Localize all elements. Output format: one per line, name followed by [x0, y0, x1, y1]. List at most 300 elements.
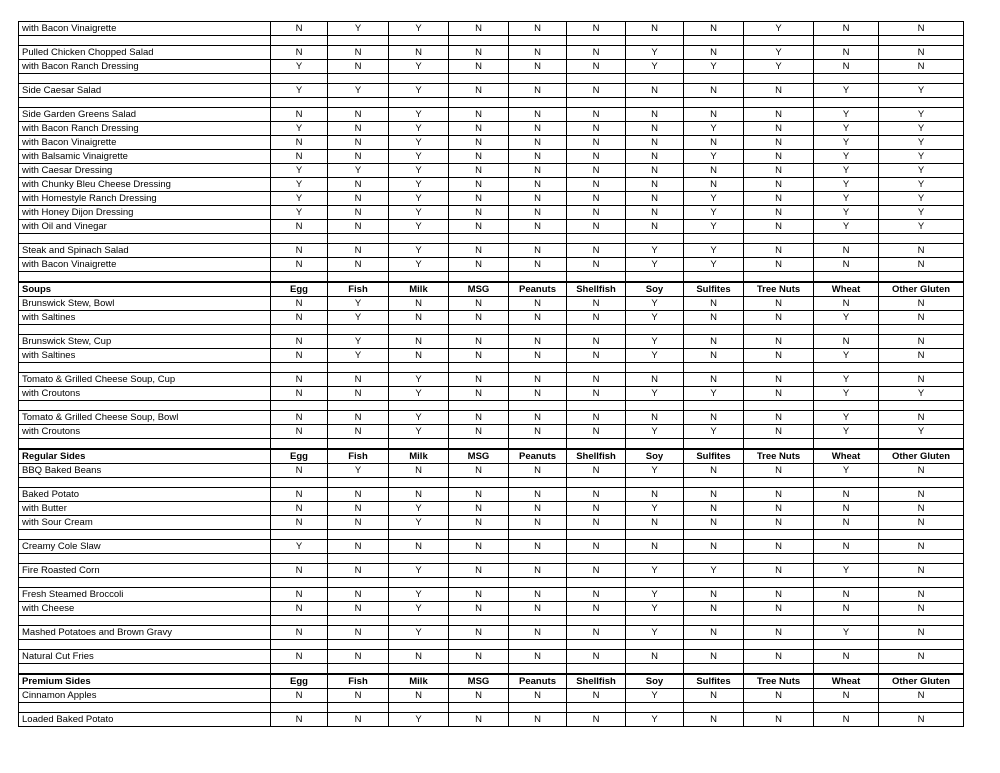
- item-name-cell: Natural Cut Fries: [19, 650, 271, 664]
- spacer-cell: [328, 554, 389, 564]
- allergen-value-cell: N: [626, 516, 684, 530]
- spacer-cell: [814, 36, 879, 46]
- allergen-value-cell: N: [328, 150, 389, 164]
- allergen-value-cell: N: [626, 150, 684, 164]
- spacer-cell: [626, 703, 684, 713]
- allergen-value-cell: Y: [814, 164, 879, 178]
- allergen-value-cell: N: [567, 84, 626, 98]
- allergen-value-cell: N: [626, 136, 684, 150]
- spacer-cell: [19, 478, 271, 488]
- allergen-value-cell: Y: [814, 373, 879, 387]
- item-row: [19, 220, 964, 234]
- item-row: [19, 84, 964, 98]
- spacer-row: [19, 36, 964, 46]
- column-header-cell: Shellfish: [567, 282, 626, 297]
- allergen-value-cell: N: [684, 602, 744, 616]
- allergen-value-cell: N: [567, 192, 626, 206]
- allergen-value-cell: Y: [879, 150, 964, 164]
- allergen-value-cell: N: [449, 588, 509, 602]
- allergen-value-cell: N: [328, 60, 389, 74]
- spacer-cell: [389, 439, 449, 450]
- allergen-value-cell: N: [879, 244, 964, 258]
- item-name-cell: Side Garden Greens Salad: [19, 108, 271, 122]
- spacer-cell: [814, 664, 879, 675]
- allergen-value-cell: N: [744, 258, 814, 272]
- allergen-value-cell: N: [449, 464, 509, 478]
- allergen-value-cell: N: [449, 108, 509, 122]
- allergen-value-cell: Y: [626, 46, 684, 60]
- item-row: [19, 488, 964, 502]
- item-row: [19, 713, 964, 727]
- item-name-cell: with Sour Cream: [19, 516, 271, 530]
- allergen-value-cell: N: [328, 258, 389, 272]
- allergen-value-cell: N: [567, 108, 626, 122]
- allergen-value-cell: Y: [814, 311, 879, 325]
- allergen-value-cell: N: [626, 108, 684, 122]
- allergen-value-cell: N: [271, 108, 328, 122]
- allergen-value-cell: Y: [814, 192, 879, 206]
- item-name-cell: with Croutons: [19, 425, 271, 439]
- item-row: [19, 464, 964, 478]
- spacer-cell: [271, 363, 328, 373]
- item-name-cell: with Chunky Bleu Cheese Dressing: [19, 178, 271, 192]
- spacer-cell: [509, 703, 567, 713]
- allergen-value-cell: N: [271, 220, 328, 234]
- allergen-value-cell: N: [567, 650, 626, 664]
- item-name-cell: with Bacon Vinaigrette: [19, 258, 271, 272]
- allergen-value-cell: N: [879, 411, 964, 425]
- allergen-value-cell: Y: [389, 564, 449, 578]
- column-header-cell: Peanuts: [509, 674, 567, 689]
- allergen-value-cell: N: [567, 540, 626, 554]
- allergen-value-cell: N: [271, 689, 328, 703]
- allergen-value-cell: N: [879, 22, 964, 36]
- column-header-cell: MSG: [449, 449, 509, 464]
- allergen-value-cell: N: [814, 540, 879, 554]
- allergen-value-cell: N: [684, 311, 744, 325]
- item-name-cell: with Saltines: [19, 311, 271, 325]
- allergen-value-cell: N: [567, 335, 626, 349]
- allergen-value-cell: N: [328, 626, 389, 640]
- allergen-value-cell: N: [684, 650, 744, 664]
- spacer-cell: [626, 234, 684, 244]
- spacer-cell: [449, 234, 509, 244]
- item-row: [19, 150, 964, 164]
- allergen-value-cell: Y: [684, 150, 744, 164]
- spacer-cell: [814, 578, 879, 588]
- allergen-value-cell: N: [626, 164, 684, 178]
- allergen-value-cell: N: [626, 650, 684, 664]
- allergen-value-cell: Y: [626, 297, 684, 311]
- column-header-cell: Wheat: [814, 449, 879, 464]
- allergen-value-cell: Y: [814, 150, 879, 164]
- spacer-row: [19, 616, 964, 626]
- column-header-cell: Shellfish: [567, 449, 626, 464]
- allergen-value-cell: N: [684, 297, 744, 311]
- allergen-value-cell: N: [509, 122, 567, 136]
- spacer-cell: [389, 325, 449, 335]
- spacer-cell: [449, 664, 509, 675]
- spacer-cell: [567, 36, 626, 46]
- allergen-value-cell: N: [567, 136, 626, 150]
- spacer-row: [19, 530, 964, 540]
- allergen-value-cell: N: [814, 650, 879, 664]
- allergen-value-cell: Y: [389, 22, 449, 36]
- spacer-cell: [271, 703, 328, 713]
- allergen-value-cell: N: [879, 516, 964, 530]
- allergen-value-cell: N: [879, 335, 964, 349]
- allergen-value-cell: N: [328, 244, 389, 258]
- allergen-value-cell: N: [626, 220, 684, 234]
- allergen-value-cell: N: [509, 136, 567, 150]
- spacer-cell: [814, 272, 879, 283]
- spacer-cell: [389, 74, 449, 84]
- spacer-row: [19, 325, 964, 335]
- allergen-value-cell: N: [509, 164, 567, 178]
- allergen-value-cell: Y: [389, 244, 449, 258]
- allergen-value-cell: N: [449, 349, 509, 363]
- allergen-value-cell: N: [567, 164, 626, 178]
- spacer-cell: [814, 74, 879, 84]
- allergen-value-cell: N: [744, 540, 814, 554]
- allergen-value-cell: N: [271, 150, 328, 164]
- spacer-cell: [567, 640, 626, 650]
- spacer-cell: [449, 272, 509, 283]
- item-name-cell: with Balsamic Vinaigrette: [19, 150, 271, 164]
- spacer-cell: [744, 554, 814, 564]
- spacer-cell: [19, 272, 271, 283]
- allergen-value-cell: N: [328, 502, 389, 516]
- spacer-cell: [271, 530, 328, 540]
- allergen-value-cell: N: [744, 488, 814, 502]
- allergen-value-cell: Y: [328, 84, 389, 98]
- column-header-cell: Fish: [328, 449, 389, 464]
- item-row: [19, 650, 964, 664]
- allergen-value-cell: N: [509, 220, 567, 234]
- allergen-value-cell: Y: [684, 564, 744, 578]
- item-row: [19, 564, 964, 578]
- allergen-value-cell: Y: [684, 122, 744, 136]
- item-name-cell: Cinnamon Apples: [19, 689, 271, 703]
- item-name-cell: with Cheese: [19, 602, 271, 616]
- allergen-value-cell: N: [509, 626, 567, 640]
- allergen-value-cell: N: [567, 60, 626, 74]
- allergen-value-cell: Y: [389, 588, 449, 602]
- spacer-cell: [449, 98, 509, 108]
- allergen-value-cell: N: [567, 150, 626, 164]
- allergen-value-cell: Y: [389, 84, 449, 98]
- item-name-cell: Loaded Baked Potato: [19, 713, 271, 727]
- spacer-cell: [684, 578, 744, 588]
- spacer-cell: [879, 478, 964, 488]
- allergen-value-cell: N: [567, 626, 626, 640]
- allergen-value-cell: N: [814, 46, 879, 60]
- allergen-value-cell: N: [449, 425, 509, 439]
- allergen-value-cell: N: [271, 626, 328, 640]
- allergen-value-cell: N: [449, 650, 509, 664]
- spacer-cell: [328, 439, 389, 450]
- allergen-value-cell: N: [328, 540, 389, 554]
- spacer-row: [19, 554, 964, 564]
- allergen-value-cell: N: [744, 311, 814, 325]
- spacer-cell: [328, 640, 389, 650]
- allergen-value-cell: Y: [814, 206, 879, 220]
- item-name-cell: with Croutons: [19, 387, 271, 401]
- spacer-cell: [567, 530, 626, 540]
- spacer-cell: [19, 439, 271, 450]
- spacer-cell: [626, 272, 684, 283]
- spacer-cell: [626, 439, 684, 450]
- column-header-cell: Wheat: [814, 674, 879, 689]
- allergen-value-cell: N: [328, 206, 389, 220]
- allergen-value-cell: N: [684, 516, 744, 530]
- spacer-cell: [389, 616, 449, 626]
- spacer-cell: [328, 664, 389, 675]
- allergen-value-cell: N: [509, 564, 567, 578]
- spacer-cell: [271, 234, 328, 244]
- allergen-value-cell: N: [567, 297, 626, 311]
- allergen-value-cell: N: [744, 602, 814, 616]
- allergen-value-cell: Y: [389, 411, 449, 425]
- spacer-cell: [449, 530, 509, 540]
- allergen-value-cell: N: [449, 488, 509, 502]
- allergen-value-cell: N: [567, 220, 626, 234]
- spacer-cell: [449, 439, 509, 450]
- spacer-cell: [271, 401, 328, 411]
- item-name-cell: with Bacon Ranch Dressing: [19, 122, 271, 136]
- column-header-cell: Sulfites: [684, 449, 744, 464]
- allergen-value-cell: Y: [328, 311, 389, 325]
- item-name-cell: with Butter: [19, 502, 271, 516]
- item-row: [19, 335, 964, 349]
- allergen-value-cell: Y: [814, 626, 879, 640]
- allergen-value-cell: N: [879, 60, 964, 74]
- spacer-cell: [567, 664, 626, 675]
- allergen-value-cell: Y: [626, 258, 684, 272]
- allergen-value-cell: Y: [389, 60, 449, 74]
- item-row: [19, 297, 964, 311]
- allergen-value-cell: N: [814, 244, 879, 258]
- spacer-cell: [271, 325, 328, 335]
- allergen-value-cell: Y: [389, 192, 449, 206]
- allergen-value-cell: Y: [814, 425, 879, 439]
- allergen-value-cell: N: [879, 689, 964, 703]
- spacer-cell: [684, 554, 744, 564]
- spacer-cell: [509, 640, 567, 650]
- spacer-cell: [744, 578, 814, 588]
- spacer-cell: [567, 439, 626, 450]
- spacer-cell: [389, 554, 449, 564]
- spacer-cell: [567, 478, 626, 488]
- item-row: [19, 192, 964, 206]
- allergen-value-cell: N: [879, 588, 964, 602]
- allergen-value-cell: Y: [626, 335, 684, 349]
- allergen-value-cell: N: [509, 206, 567, 220]
- allergen-value-cell: Y: [744, 60, 814, 74]
- spacer-cell: [449, 36, 509, 46]
- spacer-row: [19, 703, 964, 713]
- allergen-value-cell: N: [389, 311, 449, 325]
- allergen-value-cell: N: [509, 689, 567, 703]
- item-row: [19, 349, 964, 363]
- allergen-value-cell: N: [567, 46, 626, 60]
- allergen-value-cell: Y: [879, 178, 964, 192]
- section-header-row: [19, 674, 964, 689]
- item-name-cell: Brunswick Stew, Bowl: [19, 297, 271, 311]
- spacer-cell: [389, 272, 449, 283]
- item-name-cell: Side Caesar Salad: [19, 84, 271, 98]
- spacer-cell: [19, 616, 271, 626]
- spacer-cell: [626, 401, 684, 411]
- spacer-cell: [744, 363, 814, 373]
- allergen-value-cell: N: [814, 713, 879, 727]
- allergen-value-cell: Y: [271, 122, 328, 136]
- allergen-value-cell: Y: [389, 387, 449, 401]
- spacer-cell: [684, 616, 744, 626]
- allergen-value-cell: N: [567, 713, 626, 727]
- item-row: [19, 258, 964, 272]
- allergen-value-cell: N: [814, 588, 879, 602]
- allergen-value-cell: Y: [389, 108, 449, 122]
- spacer-cell: [328, 98, 389, 108]
- allergen-value-cell: Y: [389, 425, 449, 439]
- allergen-value-cell: N: [879, 626, 964, 640]
- spacer-cell: [449, 554, 509, 564]
- spacer-cell: [271, 478, 328, 488]
- allergen-value-cell: Y: [328, 335, 389, 349]
- item-name-cell: with Homestyle Ranch Dressing: [19, 192, 271, 206]
- allergen-value-cell: N: [509, 349, 567, 363]
- spacer-cell: [567, 401, 626, 411]
- allergen-value-cell: N: [879, 713, 964, 727]
- allergen-value-cell: N: [814, 258, 879, 272]
- column-header-cell: Tree Nuts: [744, 282, 814, 297]
- column-header-cell: Other Gluten: [879, 449, 964, 464]
- allergen-value-cell: Y: [879, 84, 964, 98]
- allergen-value-cell: N: [509, 150, 567, 164]
- allergen-value-cell: Y: [389, 373, 449, 387]
- column-header-cell: MSG: [449, 282, 509, 297]
- allergen-value-cell: N: [626, 192, 684, 206]
- spacer-cell: [449, 578, 509, 588]
- spacer-cell: [879, 36, 964, 46]
- allergen-value-cell: N: [684, 108, 744, 122]
- spacer-cell: [567, 578, 626, 588]
- spacer-cell: [389, 664, 449, 675]
- allergen-value-cell: N: [567, 387, 626, 401]
- allergen-value-cell: N: [389, 488, 449, 502]
- spacer-cell: [19, 554, 271, 564]
- allergen-value-cell: N: [509, 84, 567, 98]
- spacer-cell: [744, 234, 814, 244]
- item-name-cell: Fresh Steamed Broccoli: [19, 588, 271, 602]
- allergen-value-cell: N: [509, 373, 567, 387]
- spacer-cell: [626, 578, 684, 588]
- allergen-value-cell: Y: [389, 136, 449, 150]
- spacer-cell: [449, 74, 509, 84]
- allergen-value-cell: N: [879, 46, 964, 60]
- allergen-value-cell: Y: [879, 108, 964, 122]
- spacer-cell: [744, 74, 814, 84]
- spacer-cell: [389, 401, 449, 411]
- allergen-value-cell: Y: [328, 297, 389, 311]
- allergen-value-cell: N: [328, 564, 389, 578]
- allergen-value-cell: N: [509, 22, 567, 36]
- column-header-cell: Fish: [328, 674, 389, 689]
- spacer-cell: [814, 439, 879, 450]
- spacer-cell: [509, 478, 567, 488]
- column-header-cell: Tree Nuts: [744, 674, 814, 689]
- allergen-value-cell: N: [684, 178, 744, 192]
- allergen-value-cell: N: [684, 588, 744, 602]
- spacer-row: [19, 401, 964, 411]
- allergen-value-cell: N: [449, 122, 509, 136]
- allergen-value-cell: N: [879, 311, 964, 325]
- spacer-cell: [509, 578, 567, 588]
- column-header-cell: Shellfish: [567, 674, 626, 689]
- spacer-cell: [626, 616, 684, 626]
- allergen-value-cell: N: [328, 192, 389, 206]
- allergen-value-cell: N: [684, 502, 744, 516]
- allergen-value-cell: Y: [814, 122, 879, 136]
- spacer-cell: [271, 616, 328, 626]
- item-name-cell: Tomato & Grilled Cheese Soup, Cup: [19, 373, 271, 387]
- allergen-value-cell: N: [389, 349, 449, 363]
- item-row: [19, 164, 964, 178]
- spacer-cell: [879, 363, 964, 373]
- allergen-value-cell: N: [449, 192, 509, 206]
- column-header-cell: Soy: [626, 674, 684, 689]
- allergen-value-cell: Y: [271, 164, 328, 178]
- allergen-value-cell: Y: [814, 564, 879, 578]
- spacer-cell: [389, 640, 449, 650]
- column-header-cell: Other Gluten: [879, 674, 964, 689]
- allergen-value-cell: N: [814, 602, 879, 616]
- spacer-cell: [328, 530, 389, 540]
- allergen-value-cell: N: [271, 564, 328, 578]
- spacer-cell: [879, 530, 964, 540]
- allergen-value-cell: N: [684, 46, 744, 60]
- allergen-value-cell: N: [744, 373, 814, 387]
- spacer-cell: [271, 664, 328, 675]
- allergen-value-cell: Y: [626, 349, 684, 363]
- allergen-value-cell: N: [567, 488, 626, 502]
- allergen-value-cell: N: [567, 411, 626, 425]
- allergen-value-cell: N: [271, 502, 328, 516]
- spacer-cell: [509, 616, 567, 626]
- allergen-value-cell: N: [328, 425, 389, 439]
- allergen-value-cell: N: [328, 689, 389, 703]
- section-header-row: [19, 449, 964, 464]
- allergen-value-cell: Y: [814, 464, 879, 478]
- spacer-row: [19, 478, 964, 488]
- spacer-cell: [509, 74, 567, 84]
- allergen-value-cell: N: [509, 411, 567, 425]
- spacer-cell: [567, 616, 626, 626]
- allergen-value-cell: N: [328, 178, 389, 192]
- spacer-cell: [449, 401, 509, 411]
- allergen-value-cell: N: [449, 206, 509, 220]
- allergen-value-cell: Y: [389, 502, 449, 516]
- allergen-value-cell: Y: [626, 464, 684, 478]
- allergen-value-cell: N: [449, 564, 509, 578]
- allergen-value-cell: N: [449, 244, 509, 258]
- allergen-value-cell: Y: [744, 22, 814, 36]
- spacer-cell: [567, 703, 626, 713]
- spacer-row: [19, 664, 964, 675]
- spacer-cell: [744, 616, 814, 626]
- allergen-value-cell: N: [449, 164, 509, 178]
